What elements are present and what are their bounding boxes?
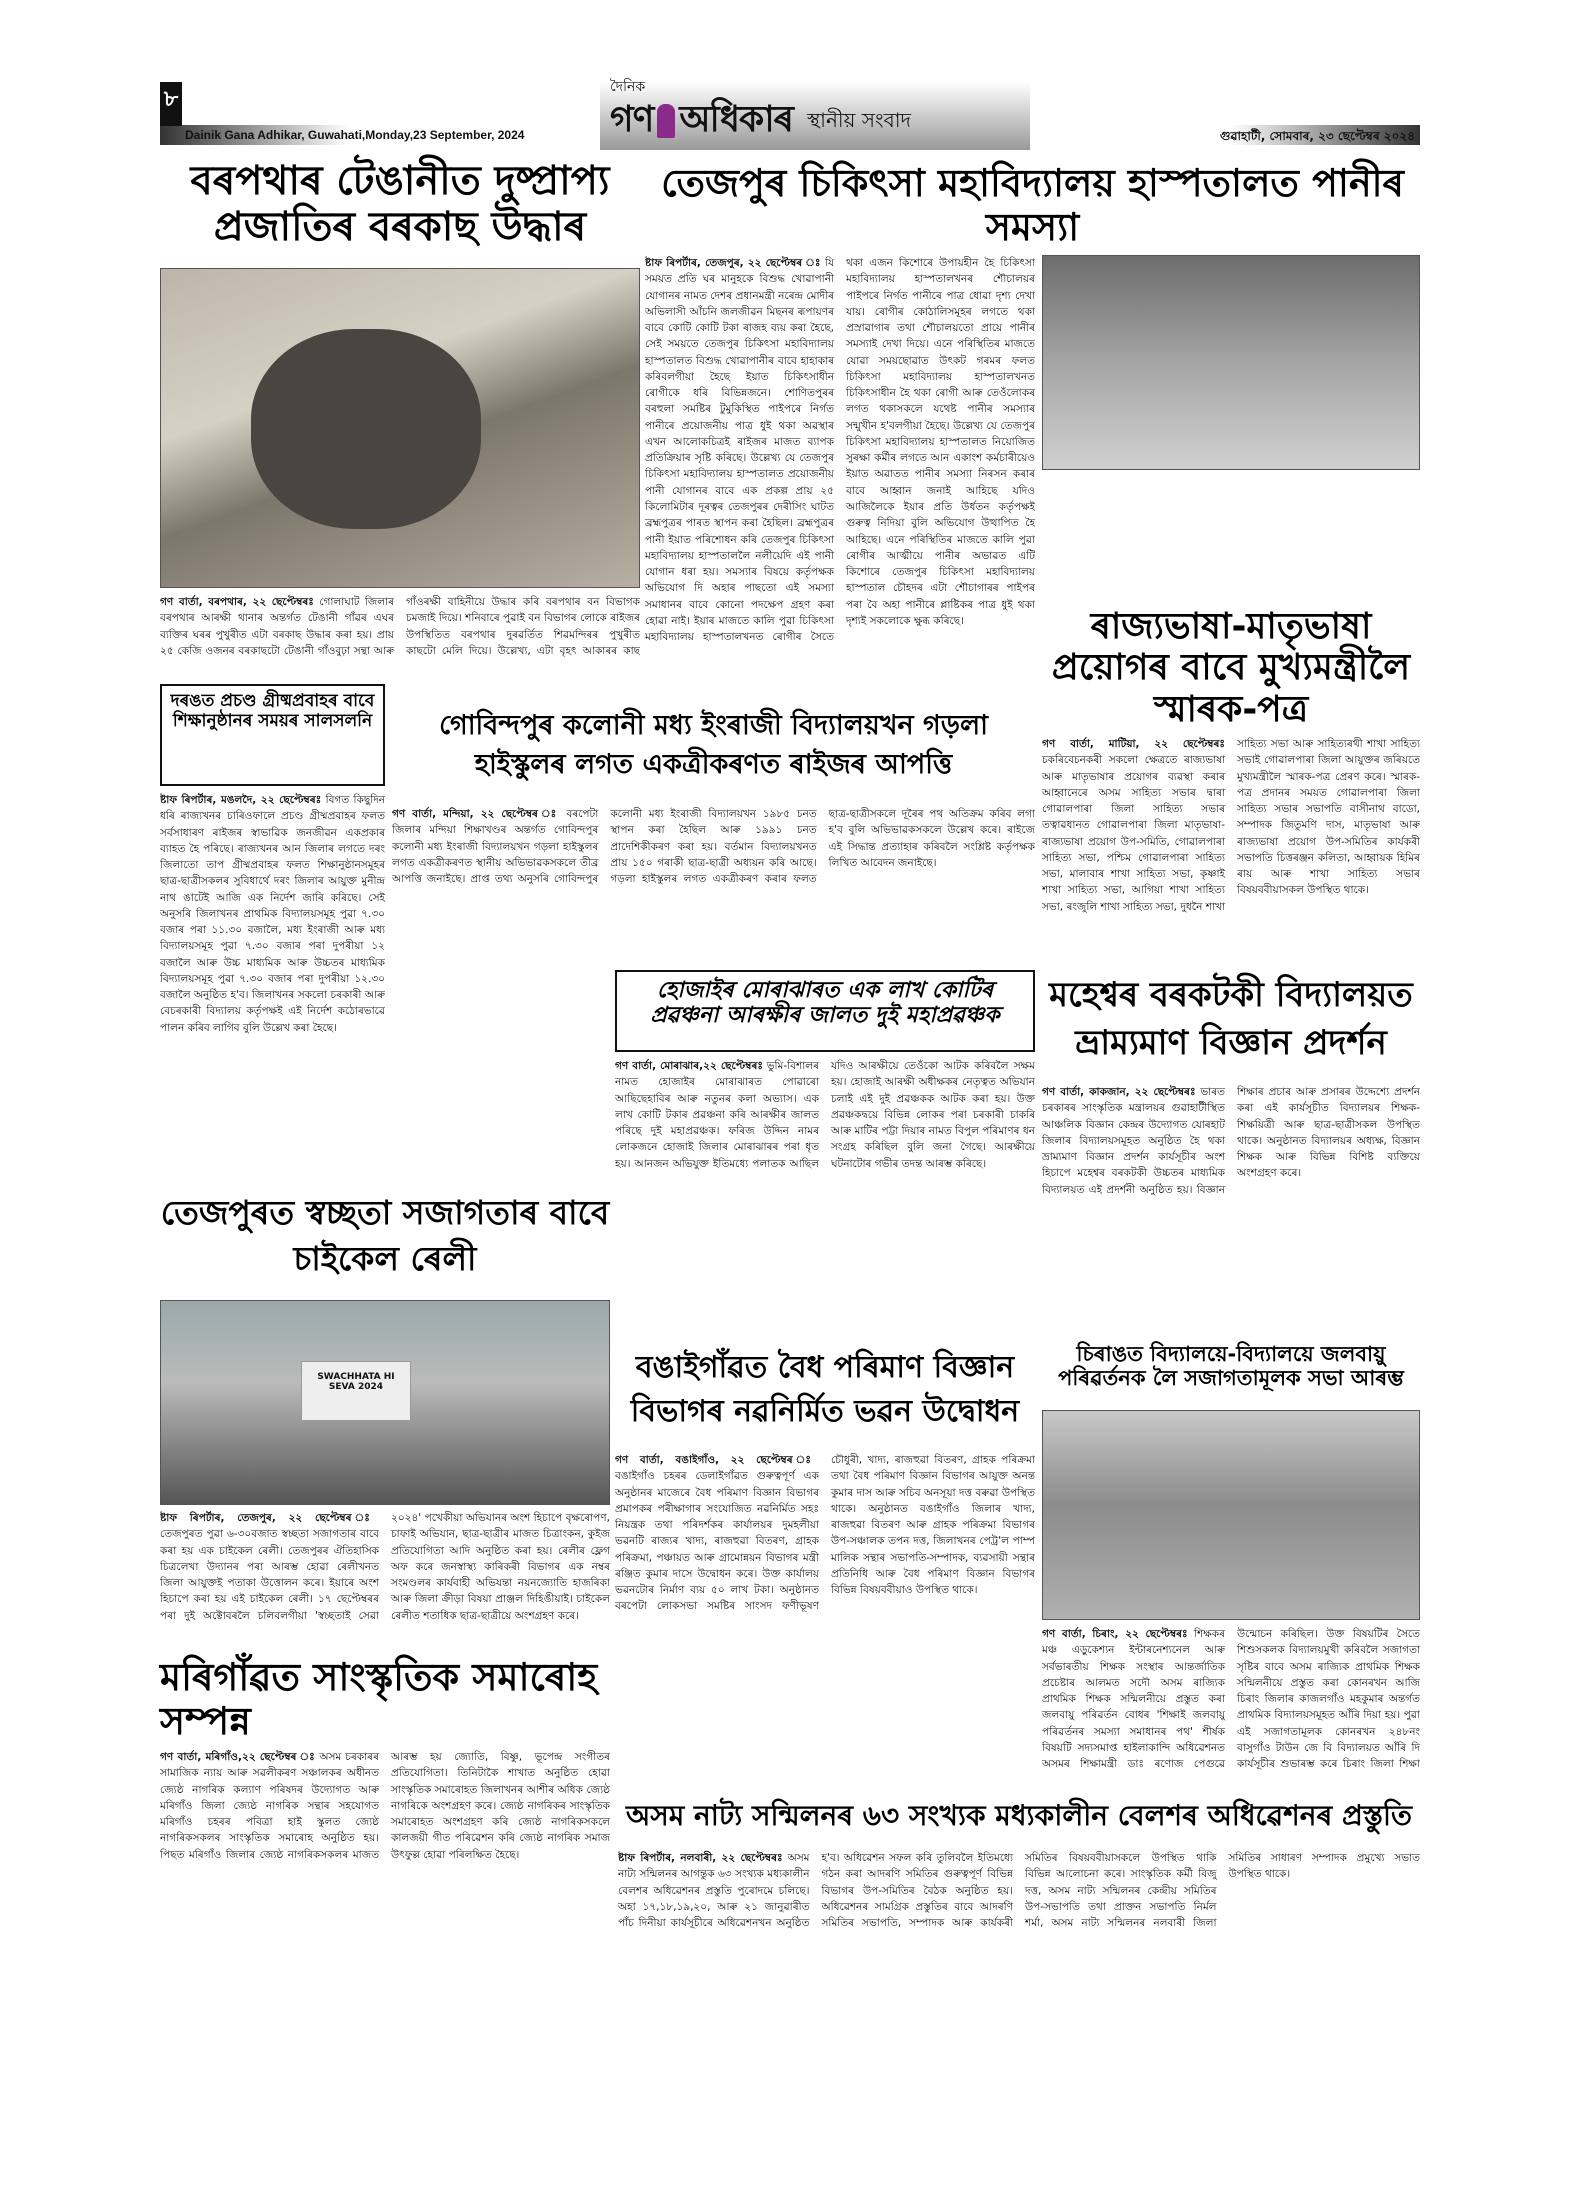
article-body-maheswar	[1042, 1084, 1420, 1339]
headline-language: ৰাজ্যভাষা-মাতৃভাষা প্ৰয়োগৰ বাবে মুখ্যমন্ত্ৰীলৈ স্মাৰক-পত্ৰ	[1051, 606, 1411, 730]
headline-chirang: চিৰাঙত বিদ্যালয়ে-বিদ্যালয়ে জলবায়ু পৰিৱৰ্তনক লৈ সজাগতামূলক সভা আৰম্ভ	[1058, 1342, 1404, 1391]
dateline: ষ্টাফ ৰিপৰ্টাৰ, নলবাৰী, ২২ ছেপ্টেম্বৰঃ	[618, 1852, 783, 1864]
headline-maheswar: মহেশ্বৰ বৰকটকী বিদ্যালয়ত ভ্ৰাম্যমাণ বিজ্ঞান প্ৰদৰ্শন	[1049, 975, 1413, 1063]
body-text: বৰপেটা জিলাৰ মন্দিয়া শিক্ষাখণ্ডৰ অন্তৰ্গত গোবিন্দপুৰ কলোনী মধ্য ইংৰাজী বিদ্যালয়খন গড়লা হাইস্কুলৰ লগত একত্ৰীকৰণত স্থানীয় অভিভাৱকসকলে তীব্ৰ আপত্তি জনাইছে। প্ৰাপ্ত তথ্য অনুসৰি গোবিন্দপুৰ কলোনী মধ্য ইংৰাজী বিদ্যালয়খন ১৯৮৫ চনত স্থাপন কৰা হৈছিল আৰু ১৯৯১ চনত প্ৰাদেশিকীকৰণ কৰা হয়। বৰ্তমান বিদ্যালয়খনত প্ৰায় ১৫০ গৰাকী ছাত্ৰ-ছাত্ৰী অধ্যয়ন কৰি আছে। গড়লা হাইস্কুলৰ লগত একত্ৰীকৰণ কৰাৰ ফলত ছাত্ৰ-ছাত্ৰীসকলে দূৰৈৰ পথ অতিক্ৰম কৰিব লগা হ'ব বুলি অভিভাৱকসকলে উল্লেখ কৰে। ৰাইজে এই সিদ্ধান্ত প্ৰত্যাহাৰ কৰিবলৈ সংশ্লিষ্ট কৰ্তৃপক্ষক লিখিত আবেদন জনাইছে।	[392, 808, 1035, 886]
hospital-photo	[1042, 255, 1420, 470]
body-text: বিগত কিছুদিন ধৰি ৰাজ্যখনৰ চাৰিওফালে প্ৰচণ্ড গ্ৰীষ্মপ্ৰবাহৰ ফলত সৰ্বসাধাৰণ ৰাইজৰ স্বাভাৱিক জনজীৱন একপ্ৰকাৰ ব্যাহত হৈ পৰিছে। ৰাজ্যখনৰ আন জিলাৰ লগতে দৰং জিলাতো তাপ গ্ৰীষ্মপ্ৰবাহৰ ফলত শিক্ষানুষ্ঠানসমূহৰ ছাত্ৰ-ছাত্ৰীসকলৰ সুবিধাৰ্থে দৰং জিলাৰ আয়ুক্ত মুনীন্দ্ৰ নাথ ঙাটেই আজি এক নিৰ্দেশ জাৰি কৰিছে। সেই অনুসৰি জিলাখনৰ প্ৰাথমিক বিদ্যালয়সমূহ পুৱা ৭.৩০ বজাৰ পৰা ১১.৩০ বজালৈ, মধ্য ইংৰাজী আৰু মধ্য বিদ্যালয়সমূহ পুৱা ৭.৩০ বজাৰ পৰা দুপৰীয়া ১২ বজালৈ আৰু উচ্চ মাধ্যমিক আৰু উচ্চতৰ মাধ্যমিক বিদ্যালয়সমূহ পুৱা ৭.৩০ বজাৰ পৰা দুপৰীয়া ১২.৩০ বজালৈ অনুষ্ঠিত হ'ব। জিলাখনৰ সকলো চৰকাৰী আৰু বেচৰকাৰী বিদ্যালয় কৰ্তৃপক্ষই এই নিৰ্দেশ কঠোৰভাৱে পালন কৰিব লাগিব বুলি উল্লেখ কৰা হৈছে।	[160, 794, 385, 1034]
headline-darrang: দৰঙত প্ৰচণ্ড গ্ৰীষ্মপ্ৰবাহৰ বাবে শিক্ষানুষ্ঠানৰ সময়ৰ সালসলনি	[160, 684, 385, 786]
body-text: চকৰিবেচনকৰী সকলো ক্ষেত্ৰতে ৰাজ্যভাষা আৰু মাতৃভাষাৰ প্ৰয়োগৰ ব্যৱস্থা কৰাৰ আহ্বানেৰে অসম সাহিত্য সভাৰ দ্বাৰা গোৱালপাৰা জিলা সাহিত্য সভাৰ তত্বাৱধানত গোৱালপাৰা জিলা মাতৃভাষা-ৰাজ্যভাষা প্ৰয়োগ উপ-সমিতি, গোৱালপাৰা সাহিত্য সভা, পশ্চিম গোৱালপাৰা সাহিত্য সভা, মালাবাৰ শাখা সাহিত্য সভা, কৃষ্ণাই শাখা সাহিত্য সভা, আগিয়া শাখা সাহিত্য সভা, ৰংজুলি শাখা সাহিত্য সভা, দুধনৈ শাখা সাহিত্য সভা আৰু সাহিত্যৰথী শাখা সাহিত্য সভাই গোৱালপাৰা জিলা আয়ুক্তৰ জৰিয়তে মুখ্যমন্ত্ৰীলৈ স্মাৰক-পত্ৰ প্ৰেৰণ কৰে। স্মাৰক-পত্ৰ প্ৰদানৰ সময়ত গোৱালপাৰা জিলা সাহিত্য সভাৰ সভাপতি বাসীনাথ বাডো, সম্পাদক জিতুমণি দাস, মাতৃভাষা আৰু ৰাজ্যভাষা প্ৰয়োগ উপ-সমিতিৰ কাৰ্যকৰী সভাপতি চিত্তৰঞ্জন কলিতা, আহ্বায়ক হিমিৰ ৰায় আৰু শাখা সাহিত্য সভাৰ বিষয়ববীয়াসকল উপস্থিত থাকে।	[1042, 738, 1420, 913]
headline-hojai: হোজাইৰ মোৰাঝাৰত এক লাখ কোটিৰ প্ৰৱঞ্চনা আৰক্ষীৰ জালত দুই মহাপ্ৰৱঞ্চক	[615, 970, 1035, 1052]
headline-turtle: বৰপথাৰ টেঙানীত দুষ্প্ৰাপ্য প্ৰজাতিৰ বৰকাছ উদ্ধাৰ	[190, 158, 610, 250]
chirang-photo	[1042, 1410, 1420, 1620]
body-text: শিক্ষকৰ মঞ্চ এড়ুকেশ্যন ইন্টাৰনেশ্যনেল আৰু সৰ্বভাৰতীয় শিক্ষক সংস্থাৰ আন্তৰ্জাতিক প্ৰচেষ্টাৰ আলমত সদৌ অসম ৰাজ্যিক প্ৰাথমিক শিক্ষক সন্মিলনীয়ে প্ৰস্তুত কৰা জলবায়ু পৰিৱৰ্তন বোধৰ 'শিক্ষাই জলবায়ু পৰিৱৰ্তনৰ সমস্যা সমাধানৰ পথ' শীৰ্ষক বিষয়টি সদ্যসমাপ্ত হাইলাকান্দি অধিৱেশনত অসমৰ শিক্ষামন্ত্ৰী ডাঃ ৰণোজ পেগুৱে উন্মোচন কৰিছিল। উক্ত বিষয়টিৰ সৈতে শিশুসকলক বিদ্যালয়মুখী কৰিবলৈ সজাগতা সৃষ্টিৰ বাবে অসম ৰাজ্যিক প্ৰাথমিক শিক্ষক সন্মিলনীয়ে প্ৰস্তুত কৰা কোনৰখন আজি চিৰাং জিলাৰ কাজলগাঁও মহকুমাৰ অন্তৰ্গত প্ৰাথমিক বিদ্যালয়সমূহত আঁৰি দিয়া হয়। পুৱা এই সজাগতামূলক কোনৰখন ২৪৮নং বাসুগাঁও টাউন জে বি বিদ্যালয়ত আঁৰি দি কাৰ্যসূচীৰ শুভাৰম্ভ কৰে চিৰাং জিলা শিক্ষা	[1042, 1628, 1420, 1771]
assamese-dateline: গুৱাহাটী, সোমবাৰ, ২৩ ছেপ্টেম্বৰ ২০২৪	[1219, 129, 1415, 143]
logo-row	[610, 98, 911, 142]
dateline: গণ বাৰ্তা, বৰপথাৰ, ২২ ছেপ্টেম্বৰঃ	[160, 596, 314, 608]
photo-banner: SWACHHATA HI SEVA 2024	[301, 1361, 411, 1421]
dateline: গণ বাৰ্তা, মন্দিয়া, ২২ ছেপ্টেম্বৰ ঃ	[392, 808, 560, 820]
article-body-darrang	[160, 792, 385, 1187]
newspaper-logo	[610, 98, 793, 142]
article-body-hojai	[615, 1058, 1035, 1340]
dateline: গণ বাৰ্তা, বঙাইগাঁও, ২২ ছেপ্টেম্বৰ ঃ	[615, 1454, 819, 1466]
logo-left: গণ	[610, 99, 654, 140]
section-name: স্থানীয় সংবাদ	[806, 108, 912, 132]
dateline: গণ বাৰ্তা, মোৰাঝাৰ,২২ ছেপ্টেম্বৰঃ	[615, 1060, 763, 1072]
headline-morigaon: মৰিগাঁৱত সাংস্কৃতিক সমাৰোহ সম্পন্ন	[160, 1655, 598, 1743]
dateline: গণ বাৰ্তা, মৰিগাঁও,২২ ছেপ্টেম্বৰ ঃ	[160, 1751, 316, 1763]
people-icon	[657, 104, 675, 138]
headline-cycle-rally: তেজপুৰত স্বচ্ছতা সজাগতাৰ বাবে চাইকেল ৰেলী	[160, 1193, 610, 1279]
page-number: ৮	[160, 82, 182, 126]
headline-natya: অসম নাট্য সন্মিলনৰ ৬৩ সংখ্যক মধ্যকালীন বেলশৰ অধিৱেশনৰ প্ৰস্তুতি	[625, 1799, 1413, 1832]
dateline: গণ বাৰ্তা, কাকজান, ২২ ছেপ্টেম্বৰঃ	[1042, 1086, 1196, 1098]
headline-gobindapur: গোবিন্দপুৰ কলোনী মধ্য ইংৰাজী বিদ্যালয়খন গড়লা হাইস্কুলৰ লগত একত্ৰীকৰণত ৰাইজৰ আপত্তি	[439, 710, 988, 781]
article-body-cycle-rally	[160, 1510, 610, 1648]
article-body-natya	[618, 1850, 1420, 1956]
cycle-rally-photo	[160, 1300, 610, 1505]
body-text: যি সময়ত প্ৰতি ঘৰ মানুহকে বিশুদ্ধ খোৱাপানী যোগানৰ নামত দেশৰ প্ৰধানমন্ত্ৰী নৰেন্দ্ৰ মোদীৰ অভিলাসী আঁচনি জলজীৱন মিছনৰ ৰূপায়ণৰ বাবে কোটি কোটি টকা ৰাজহ ব্যয় কৰা হৈছে, সেই সময়তে তেজপুৰ চিকিৎসা মহাবিদ্যালয় হাস্পতালত বিশুদ্ধ খোৱাপানীৰ বাবে হাহাকাৰ কৰিবলগীয়া হৈছে ইয়াত চিকিৎসাধীন ৰোগীকে ধৰি বিভিন্নজনে। শোণিতপুৰৰ বৰহুলা সমষ্টিৰ টুমুকিস্থিত পাইপৰে নিৰ্গত পানীৰে প্ৰয়োজনীয় পাত্ৰ ধুই থকা অৱস্থাৰ এখন আলোকচিত্ৰই ৰাইজৰ মাজত ব্যাপক প্ৰতিক্ৰিয়াৰ সৃষ্টি কৰিছে। উল্লেখ্য যে তেজপুৰ চিকিৎসা মহাবিদ্যালয় হাস্পতালত প্ৰয়োজনীয় পানী যোগানৰ বাবে এক প্ৰকল্প প্ৰায় ২৫ কিলোমিটাৰ দূৰত্বৰ তেজপুৰৰ দেৰীসিং ঘাটত ব্ৰহ্মপুত্ৰৰ পাৰত স্থাপন কৰা হৈছিল। ব্ৰহ্মপুত্ৰৰ পানী ইয়াত পৰিশোধন কৰি তেজপুৰ চিকিৎসা মহাবিদ্যালয় হাস্পতাললৈ নলীয়েদি এই পানী যোগান ধৰা হয়। সমস্যাৰ বিষয়ে কৰ্তৃপক্ষক অভিযোগ দি অহাৰ পাছতো এই সমস্যা সমাধানৰ বাবে কোনো পদক্ষেপ গ্ৰহণ কৰা হোৱা নাই। ইয়াৰ মাজতে কালি পুৱা চিকিৎসা মহাবিদ্যালয় হাস্পতালখনত ৰোগীৰ সৈতে থকা এজন কিশোৰে উপায়হীন হৈ চিকিৎসা মহাবিদ্যালয় হাস্পতালখনৰ শৌচালয়ৰ পাইপৰে নিৰ্গত পানীৰে পাত্ৰ ধোৱা দৃশ্য দেখা যায়। ৰোগীৰ কোঠালিসমূহৰ লগতে থকা প্ৰস্ৰাৱাগাৰ তথা শৌচালয়তো প্ৰায়ে পানীৰ সমস্যাই দেখা দিয়ে। এনে পৰিস্থিতিৰ মাজতে যোৱা সময়ছোৱাত উৎকট গৰমৰ ফলত চিকিৎসা মহাবিদ্যালয় হাস্পতালখনত চিকিৎসাধীন হৈ থকা ৰোগী আৰু তেওঁলোকৰ লগত থকাসকলে যথেষ্ট পানীৰ সমস্যাৰ সন্মুখীন হ'বলগীয়া হৈছে। উল্লেখ্য যে তেজপুৰ চিকিৎসা মহাবিদ্যালয় হাস্পতালত নিয়োজিত সুৰক্ষা কৰ্মীৰ লগতে আন একাংশ কৰ্মচাৰীয়েও ইয়াত অৱাতত পানীৰ সমস্যা নিৰসন কৰাৰ বাবে আহ্বান জনাই আহিছে যদিও আজিলৈকে ইয়াৰ প্ৰতি উৰ্ধতন কৰ্তৃপক্ষই গুৰুত্ব নিদিয়া বুলি অভিযোগ উত্থাপিত হৈ আহিছে। এনে পৰিস্থিতিৰ মাজতে কালি পুৱা ৰোগীৰ আত্মীয়ে পানীৰ অভাৱত এটি কিশোৰে তেজপুৰ চিকিৎসা মহাবিদ্যালয় হাস্পতাল চৌহদৰ এটা শৌচাগাৰৰ পাইপৰ পৰা বৈ অহা পানীৰে প্লাষ্টিকৰ পাত্ৰ ধুই থকা দৃশ্যই সকলোকে ক্ষুব্ধ কৰিছে।	[645, 257, 1035, 644]
body-text: অসম নাট্য সন্মিলনৰ আগন্তুক ৬৩ সংখ্যক মধ্যকালীন বেলশৰ অধিৱেশনৰ প্ৰস্তুতি পুৰোদমে চলিছে। অহা ১৭,১৮,১৯,২০, আৰু ২১ জানুৱাৰীত পাঁচ দিনীয়া কাৰ্যসূচীৰে অধিৱেশনখন অনুষ্ঠিত হ'ব। অধিৱেশন সফল কৰি তুলিবলৈ ইতিমধ্যে গঠন কৰা আদৰণি সমিতিৰ গুৰুত্বপূৰ্ণ বিভিন্ন বিভাগৰ উপ-সমিতিৰ বৈঠক অনুষ্ঠিত হয়। অধিৱেশনৰ সামগ্ৰিক প্ৰস্তুতিৰ বাবে আদৰণি সমিতিৰ সভাপতি, সম্পাদক আৰু কাৰ্যকৰী সমিতিৰ বিষয়ববীয়াসকলে উপস্থিত থাকি বিভিন্ন আলোচনা কৰে। সাংস্কৃতিক কৰ্মী বিজু দত্ত, অসম নাট্য সন্মিলনৰ কেন্দ্ৰীয় সমিতিৰ উপ-সভাপতি তথা প্ৰাক্তন সভাপতি নিৰ্মল শৰ্মা, অসম নাট্য সন্মিলনৰ নলবাৰী জিলা সমিতিৰ সাধাৰণ সম্পাদক প্ৰমুখ্যে সভাত উপস্থিত থাকে।	[618, 1852, 1420, 1930]
article-body-language	[1042, 736, 1420, 963]
dateline: ষ্টাফ ৰিপৰ্টাৰ, তেজপুৰ, ২২ ছেপ্টেম্বৰ ঃ	[645, 257, 822, 269]
body-text: বঙাইগাঁও চহৰৰ ডেলাইগাঁৱত গুৰুত্বপূৰ্ণ এক অনুষ্ঠানৰ মাজেৰে বৈধ পৰিমাণ বিজ্ঞান বিভাগৰ প্ৰমাপকৰ পৰীক্ষাগাৰ সংযোজিত নৱনিৰ্মিত সহঃ নিয়ন্ত্ৰক তথা পৰিদৰ্শকৰ কাৰ্যালয়ৰ দুমহলীয়া ভৱনটি ৰাজ্যৰ খাদ্য, ৰাজহুৱা বিতৰণ, গ্ৰাহক পৰিক্ৰমা, পঞ্চায়ত আৰু গ্ৰামোন্নয়ন বিভাগৰ মন্ত্ৰী ৰঞ্জিত কুমাৰ দাসে উদ্বোধন কৰে। উক্ত কাৰ্যালয় ভৱনটোৰ নিৰ্মাণ ব্যয় ৫০ লাখ টকা। অনুষ্ঠানত বৰপেটা লোকসভা সমষ্টিৰ সাংসদ ফণীভূষণ চৌধুৰী, খাদ্য, ৰাজহুৱা বিতৰণ, গ্ৰাহক পৰিক্ৰমা তথা বৈধ পৰিমাণ বিজ্ঞান বিভাগৰ আয়ুক্ত অনন্ত কুমাৰ দাস আৰু সচিব অনসূয়া দত্ত বৰুৱা উপস্থিত থাকে। অনুষ্ঠানত বঙাইগাঁও জিলাৰ খাদ্য, ৰাজহুৱা বিতৰণ আৰু গ্ৰাহক পৰিক্ৰমা বিভাগৰ উপ-সঞ্চালক তপন দত্ত, জিলাখনৰ পেট্ৰ'ল পাম্প মালিক সন্থাৰ সভাপতি-সম্পাদক, ব্যৱসায়ী সন্থাৰ প্ৰতিনিধি আৰু বৈধ পৰিমাণ বিজ্ঞান বিভাগৰ বিভিন্ন বিষয়ববীয়াও উপস্থিত থাকে।	[615, 1454, 1035, 1613]
body-text: গোলাঘাট জিলাৰ বৰপথাৰ আৰক্ষী থানাৰ অন্তৰ্গত টেঙানী গাঁৱৰ এঘৰ ব্যক্তিৰ ঘৰৰ পুখুৰীত এটা বৰকাছ উদ্ধাৰ কৰা হয়। প্ৰায় ২৫ কেজি ওজনৰ বৰকাছটো টেঙানী গাঁওবুঢ়া সন্থা আৰু গাঁওৰক্ষী বাহিনীয়ে উদ্ধাৰ কৰি বৰপথাৰ বন বিভাগক চমজাই দিয়ে। শনিবাৰে পুৱাই বন বিভাগৰ লোকে ৰাইজৰ উপস্থিতিত বৰপথাৰ দুৰৱৰ্তিত শিৱমন্দিৰৰ পুখুৰীত কাছটো মেলি দিয়ে। উল্লেখ্য, এটা বৃহৎ আকাৰৰ কাছ	[160, 596, 640, 657]
article-body-hospital-cont	[1042, 474, 1420, 602]
article-body-hospital	[645, 255, 1035, 668]
logo-right: অধিকাৰ	[679, 99, 793, 140]
article-body-bongaigaon	[615, 1452, 1035, 1790]
english-dateline: Dainik Gana Adhikar, Guwahati,Monday,23 September, 2024	[185, 128, 525, 142]
body-text: তেজপুৰত পুৱা ৬-৩০বজাত স্বচ্ছতা সজাগতাৰ বাবে কৰা হয় এক চাইকেল ৰেলী। তেজপুৰৰ ঐতিহাসিক চিত্ৰলেখা উদ্যানৰ পৰা আৰম্ভ হোৱা ৰেলীখনত জিলা আয়ুক্তই পতাকা উত্তোলন কৰে। ইয়াৰে অংশ হিচাপে কৰা হয় এই চাইকেল ৰেলী। ১৭ ছেপ্টেম্বৰৰ পৰা দুই অক্টোবৰলৈ চলিবলগীয়া 'স্বচ্ছতাই সেৱা ২০২৪' পখেকীয়া অভিযানৰ অংশ হিচাপে বৃক্ষৰোপণ, চাফাই অভিযান, ছাত্ৰ-ছাত্ৰীৰ মাজত চিত্ৰাংকন, কুইজ প্ৰতিযোগিতা আদি অনুষ্ঠিত কৰা হয়। ৰেলীৰ ফ্লেগ অফ কৰে জনস্বাস্থ্য কাৰিকৰী বিভাগৰ এক নম্বৰ সংমণ্ডলৰ কাৰ্যবাহী অভিযন্তা নয়নজ্যোতি হাজৰিকা আৰু জিলা ক্ৰীড়া বিষয়া প্ৰাঞ্জল দিহিঙীয়াই। চাইকেল ৰেলীত শতাধিক ছাত্ৰ-ছাত্ৰীয়ে অংশগ্ৰহণ কৰে।	[160, 1512, 610, 1622]
article-body-chirang	[1042, 1626, 1420, 1788]
dateline: ষ্টাফ ৰিপৰ্টাৰ, মঙলদৈ, ২২ ছেপ্টেম্বৰঃ	[160, 794, 322, 806]
body-text: ভাৰত চৰকাৰৰ সাংস্কৃতিক মন্ত্ৰালয়ৰ গুৱাহাটীস্থিত আঞ্চলিক বিজ্ঞান কেন্দ্ৰৰ উদ্যোগত যোৰহাট জিলাৰ বিদ্যালয়সমূহত অনুষ্ঠিত হৈ থকা ভ্ৰাম্যমাণ বিজ্ঞান প্ৰদৰ্শন কাৰ্যসূচীৰ অংশ হিচাপে মহেশ্বৰ বৰকটকী উচ্চতৰ মাধ্যমিক বিদ্যালয়ত এই প্ৰদৰ্শনী অনুষ্ঠিত হয়। বিজ্ঞান শিক্ষাৰ প্ৰচাৰ আৰু প্ৰসাৰৰ উদ্দেশ্যে প্ৰদৰ্শন কৰা এই কাৰ্যসূচীত বিদ্যালয়ৰ শিক্ষক-শিক্ষয়িত্ৰী আৰু ছাত্ৰ-ছাত্ৰীসকল উপস্থিত থাকে। অনুষ্ঠানত বিদ্যালয়ৰ অধ্যক্ষ, বিজ্ঞান শিক্ষক আৰু বিভিন্ন বিশিষ্ট ব্যক্তিয়ে অংশগ্ৰহণ কৰে।	[1042, 1086, 1420, 1196]
headline-bongaigaon: বঙাইগাঁৱত বৈধ পৰিমাণ বিজ্ঞান বিভাগৰ নৱনিৰ্মিত ভৱন উদ্বোধন	[630, 1350, 1020, 1429]
turtle-photo	[160, 268, 640, 588]
headline-hospital: তেজপুৰ চিকিৎসা মহাবিদ্যালয় হাস্পতালত পানীৰ সমস্যা	[661, 161, 1404, 249]
body-text: ভুমি-বিশালৰ নামত হোজাইৰ মোৰাঝাৰত পোৱাৰো আছিছেহাবিৰ আৰু নতুনৰ কলা অভ্যাস। এক লাখ কোটি টকাৰ প্ৰৱঞ্চনা কৰি আৰক্ষীৰ জালত পৰিছে দুই মহাপ্ৰৱঞ্চক। ফৰিজ উদ্দিন নামৰ লোকজনে হোজাই জিলাৰ মোৰাঝাৰৰ পৰা ধৃত হয়। আনজন অভিযুক্ত ইতিমধ্যে পলাতক আছিল যদিও আৰক্ষীয়ে তেওঁকো আটক কৰিবলৈ সক্ষম হয়। হোজাই আৰক্ষী অধীক্ষকৰ নেতৃত্বত অভিযান চলাই এই দুই প্ৰৱঞ্চকক আটক কৰা হয়। উক্ত প্ৰৱঞ্চকদ্বয়ে বিভিন্ন লোকৰ পৰা চৰকাৰী চাকৰি আৰু মাটিৰ পট্টা দিয়াৰ নামত বিপুল পৰিমাণৰ ধন সংগ্ৰহ কৰিছিল বুলি জনা গৈছে। আৰক্ষীয়ে ঘটনাটোৰ গভীৰ তদন্ত আৰম্ভ কৰিছে।	[615, 1060, 1035, 1170]
turtle-shape	[251, 329, 481, 529]
logo-small-text: দৈনিক	[610, 79, 646, 95]
dateline: ষ্টাফ ৰিপৰ্টাৰ, তেজপুৰ, ২২ ছেপ্টেম্বৰ ঃ	[160, 1512, 379, 1524]
article-body-gobindapur-cont	[392, 970, 607, 1185]
dateline: গণ বাৰ্তা, মাটিয়া, ২২ ছেপ্টেম্বৰঃ	[1042, 738, 1225, 750]
article-body-turtle	[160, 594, 640, 670]
article-body-gobindapur	[392, 806, 1035, 964]
dateline: গণ বাৰ্তা, চিৰাং, ২২ ছেপ্টেম্বৰঃ	[1042, 1628, 1188, 1640]
article-body-morigaon	[160, 1749, 610, 1955]
body-text: অসম চৰকাৰৰ সামাজিক ন্যায় আৰু সৱলীকৰণ সঞ্চালকৰ অধীনত জ্যেষ্ঠ নাগৰিক কল্যাণ পৰিষদৰ উদ্যোগত আৰু মৰিগাঁও জিলা জ্যেষ্ঠ নাগৰিক সন্থাৰ সহযোগত মৰিগাঁও চহৰৰ পবিত্ৰা হাই স্কুলত জ্যেষ্ঠ নাগৰিকসকলৰ সাংস্কৃতিক সমাৰোহ অনুষ্ঠিত হয়। পিছত মৰিগাঁও জিলাৰ জ্যেষ্ঠ নাগৰিকসকলৰ মাজত আৰম্ভ হয় জ্যোতি, বিষ্ণু, ভূপেন্দ্ৰ সংগীতৰ প্ৰতিযোগিতা। তিনিটাকৈ শাখাত অনুষ্ঠিত হোৱা সাংস্কৃতিক সমাৰোহত জিলাখনৰ আশীৰ অধিক জ্যেষ্ঠ নাগৰিকে অংশগ্ৰহণ কৰে। জ্যেষ্ঠ নাগৰিকৰ সাংস্কৃতিক সমাৰোহত অংশগ্ৰহণ কৰি জ্যেষ্ঠ নাগৰিকসকলে কালজয়ী গীত পৰিৱেশন কৰি জ্যেষ্ঠ নাগৰিক সমাজ উৎফুল্ল হোৱা পৰিলক্ষিত হৈছে।	[160, 1751, 610, 1861]
